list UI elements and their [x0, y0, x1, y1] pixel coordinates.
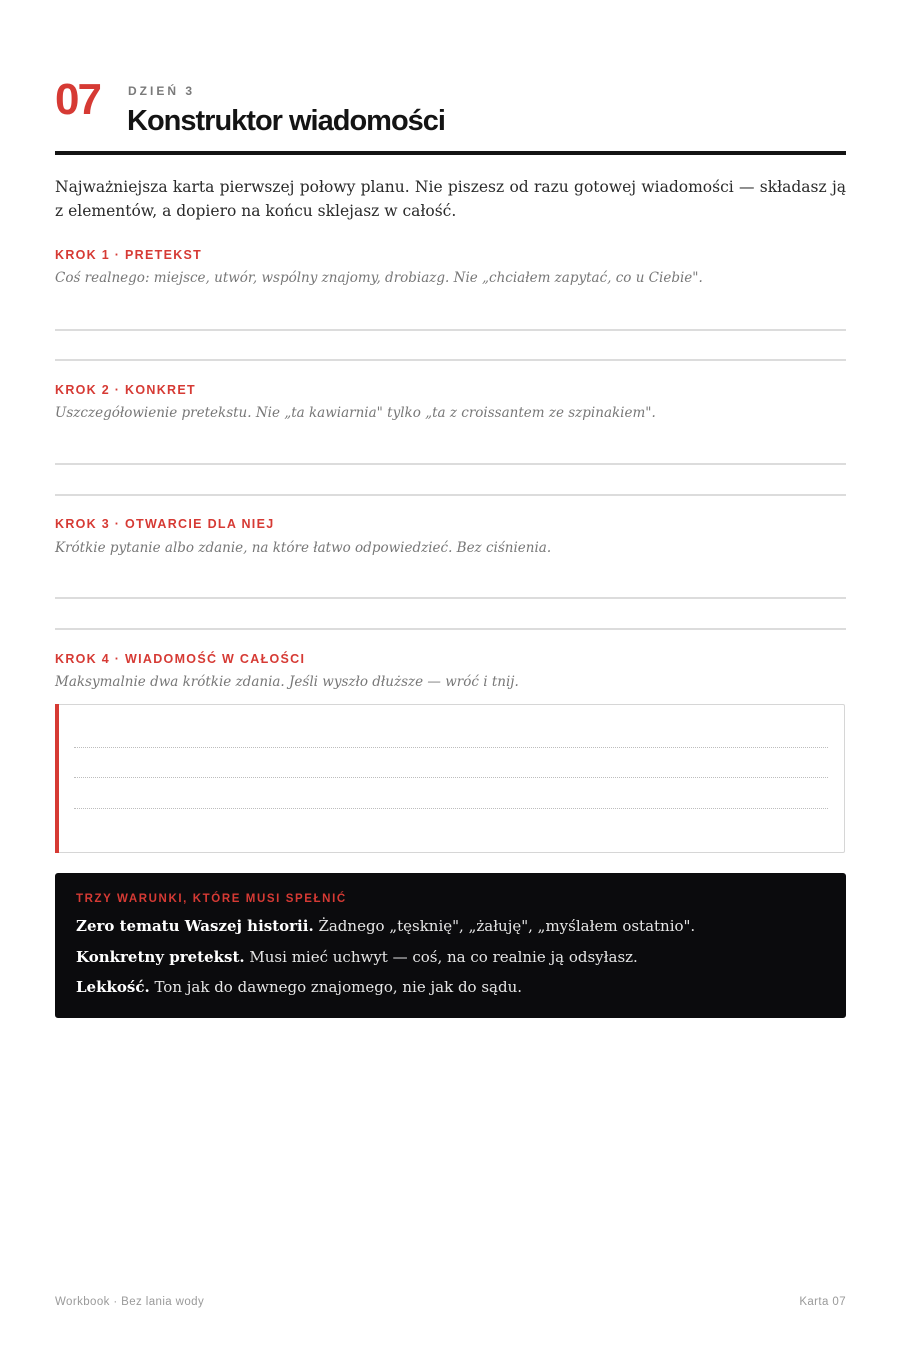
step-2-answer-line-2[interactable] — [55, 494, 846, 496]
condition-3-bold: Lekkość. — [76, 978, 150, 996]
condition-2-text: Musi mieć uchwyt — coś, na co realnie ją odsyłasz. — [244, 948, 638, 966]
step-3-answer-line-1[interactable] — [55, 597, 846, 599]
condition-3-text: Ton jak do dawnego znajomego, nie jak do sądu. — [149, 978, 523, 996]
footer-left: Workbook · Bez lania wody — [55, 1296, 205, 1308]
final-message-accent-bar — [55, 704, 59, 853]
final-message-line-1[interactable] — [74, 747, 828, 748]
step-2-answer-line-1[interactable] — [55, 463, 846, 465]
condition-2-bold: Konkretny pretekst. — [76, 948, 245, 966]
step-2-hint: Uszczegółowienie pretekstu. Nie „ta kawiarnia" tylko „ta z croissantem ze szpinakiem". — [55, 405, 656, 421]
footer-right: Karta 07 — [799, 1296, 846, 1308]
step-4-hint: Maksymalnie dwa krótkie zdania. Jeśli wyszło dłuższe — wróć i tnij. — [55, 674, 519, 690]
step-3-hint: Krótkie pytanie albo zdanie, na które łatwo odpowiedzieć. Bez ciśnienia. — [55, 540, 552, 556]
step-2-title: KROK 2 · KONKRET — [55, 383, 196, 397]
day-label: DZIEŃ 3 — [128, 84, 196, 98]
card-header — [55, 75, 846, 154]
conditions-callout — [55, 873, 846, 1018]
step-3-answer-line-2[interactable] — [55, 628, 846, 630]
intro-paragraph: Najważniejsza karta pierwszej połowy planu. Nie piszesz od razu gotowej wiadomości — składasz ją z elementów, a dopiero na końcu sklejasz w całość. — [55, 178, 846, 220]
condition-1-text: Żadnego „tęsknię", „żałuję", „myślałem ostatnio". — [313, 917, 696, 935]
condition-item-1 — [76, 916, 826, 936]
condition-1-bold: Zero tematu Waszej historii. — [76, 917, 314, 935]
step-1-hint: Coś realnego: miejsce, utwór, wspólny znajomy, drobiazg. Nie „chciałem zapytać, co u Ciebie". — [55, 270, 703, 286]
page-title: Konstruktor wiadomości — [127, 105, 445, 137]
condition-item-3 — [76, 977, 826, 997]
step-1-answer-line-2[interactable] — [55, 359, 846, 361]
step-3-title: KROK 3 · OTWARCIE DLA NIEJ — [55, 517, 275, 531]
card-number: 07 — [55, 75, 100, 124]
callout-title: TRZY WARUNKI, KTÓRE MUSI SPEŁNIĆ — [76, 893, 347, 905]
step-4-title: KROK 4 · WIADOMOŚĆ W CAŁOŚCI — [55, 652, 306, 666]
final-message-line-2[interactable] — [74, 777, 828, 778]
step-1-title: KROK 1 · PRETEKST — [55, 248, 203, 262]
final-message-box[interactable] — [55, 704, 845, 853]
final-message-line-3[interactable] — [74, 808, 828, 809]
condition-item-2 — [76, 947, 826, 967]
header-divider — [55, 151, 846, 155]
step-1-answer-line-1[interactable] — [55, 329, 846, 331]
